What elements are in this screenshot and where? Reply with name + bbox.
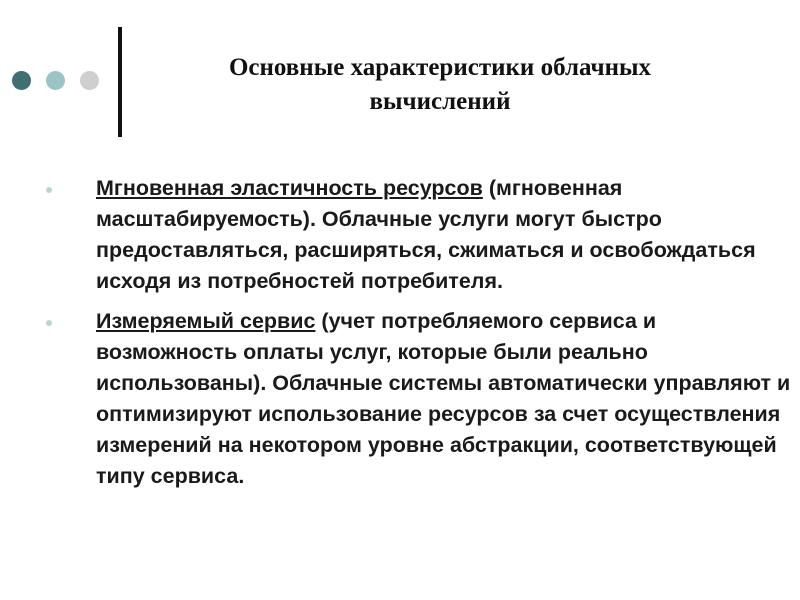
slide-title-line-1: Основные характеристики облачных [228,54,652,81]
bullet-dot-icon [46,187,52,193]
dot-light [46,71,65,90]
bullet-text: (учет потребляемого сервиса и возможность оплаты услуг, которые были реально использованы). Облачные системы автоматически управляют и оптимизируют использование ресурсов за счет осуществления измерений на некотором уровне абстракции, соответствующей типу сервиса. [96,309,791,488]
bullet-item-measured-service [46,306,796,492]
bullet-text: (мгновенная масштабируемость). Облачные услуги могут быстро предоставляться, расширяться, сжиматься и освобождаться исходя из потребностей потребителя. [96,176,756,293]
bullet-list [46,173,796,501]
dot-dark [12,71,31,90]
dot-gray [80,71,99,90]
bullet-item-elasticity [46,173,796,297]
slide-title [135,51,745,119]
bullet-term: Мгновенная эластичность ресурсов [96,176,483,200]
decorative-dots [12,71,99,90]
bullet-term: Измеряемый сервис [96,309,316,333]
title-divider [118,27,122,137]
slide-title-line-2: вычислений [369,88,511,115]
bullet-dot-icon [46,320,52,326]
